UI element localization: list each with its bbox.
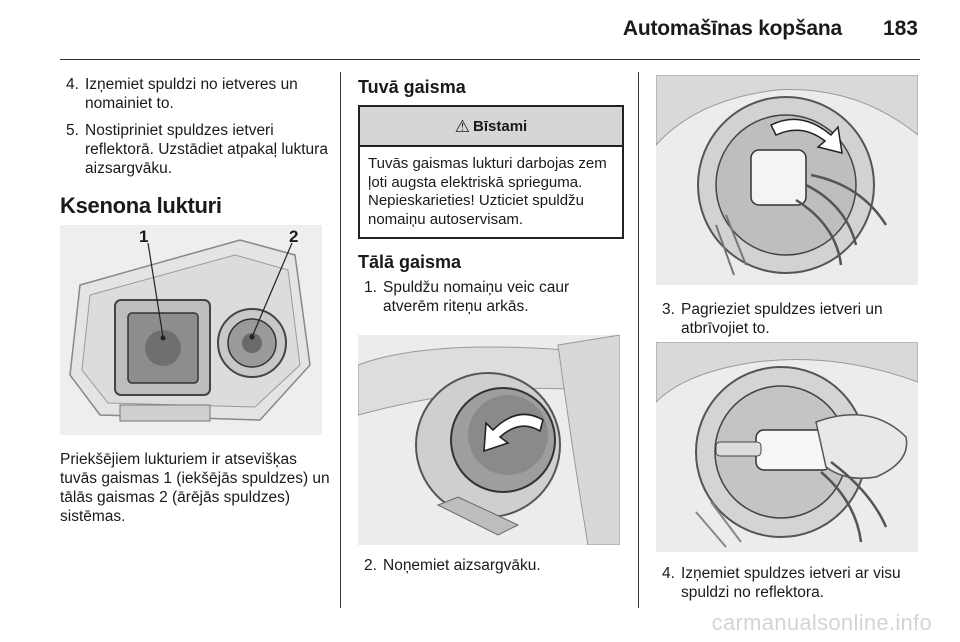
- step-number: 5.: [66, 122, 79, 139]
- right-steps-list: [656, 300, 926, 338]
- step-number: 4.: [66, 76, 79, 93]
- list-item: [60, 75, 330, 113]
- warning-label: Bīstami: [473, 117, 528, 135]
- list-item: [656, 300, 926, 338]
- section-heading-xenon: Ksenona lukturi: [60, 193, 222, 218]
- figure-label-2: 2: [289, 227, 299, 246]
- running-header-title: Automašīnas kopšana: [622, 17, 842, 40]
- right-step-4: [656, 564, 926, 610]
- warning-header: [360, 107, 622, 147]
- right-steps-list-2: [656, 564, 926, 602]
- step-text: Pagrieziet spuldzes ietveri un atbrīvojiet to.: [681, 301, 883, 337]
- xenon-caption: [60, 450, 332, 526]
- step-text: Spuldžu nomaiņu veic caur atverēm riteņu arkās.: [383, 279, 570, 315]
- column-divider-1: [340, 72, 341, 608]
- list-item: [656, 564, 926, 602]
- wheel-arch-cover-illustration: [358, 335, 620, 545]
- left-steps-list: [60, 75, 330, 178]
- list-item: [358, 556, 624, 575]
- step-number: 3.: [662, 301, 675, 318]
- warning-box: [358, 105, 624, 239]
- removal-drawing: [656, 342, 918, 552]
- step-number: 1.: [364, 279, 377, 296]
- figure-label-1: 1: [139, 227, 149, 246]
- column-divider-2: [638, 72, 639, 608]
- middle-column: [358, 78, 624, 324]
- step-text: Izņemiet spuldzes ietveri ar visu spuldzi no reflektora.: [681, 565, 901, 601]
- watermark: carmanualsonline.info: [711, 610, 932, 635]
- bulb-removal-illustration: [656, 342, 918, 552]
- page-number: 183: [882, 17, 918, 40]
- rotate-drawing: [656, 75, 918, 285]
- header-rule: [60, 59, 920, 60]
- middle-steps-list: [358, 278, 624, 316]
- warning-body: Tuvās gaismas lukturi darbojas zem ļoti augsta elektriskā sprieguma. Nepieskarieties! Uzticiet spuldžu nomaiņu autoservisam.: [368, 155, 607, 228]
- step-number: 2.: [364, 557, 377, 574]
- list-item: [60, 121, 330, 178]
- middle-step-2: [358, 556, 624, 583]
- warning-triangle-icon: ⚠: [454, 116, 471, 136]
- right-step-3: [656, 300, 926, 346]
- step-number: 4.: [662, 565, 675, 582]
- middle-steps-list-2: [358, 556, 624, 575]
- section-heading-low-beam: Tuvā gaisma: [358, 77, 466, 97]
- bulb-holder-rotate-illustration: [656, 75, 918, 285]
- cover-drawing: [358, 335, 620, 545]
- step-text: Noņemiet aizsargvāku.: [383, 557, 541, 574]
- xenon-headlamp-illustration: [60, 225, 322, 435]
- left-column: [60, 75, 330, 218]
- caption-text: Priekšējiem lukturiem ir atsevišķas tuvās gaismas 1 (iekšējās spuldzes) un tālās gaismas 2 (ārējās spuldzes) sistēmas.: [60, 451, 330, 525]
- headlamp-drawing: [60, 225, 322, 435]
- list-item: [358, 278, 624, 316]
- section-heading-high-beam: Tālā gaisma: [358, 252, 462, 272]
- step-text: Izņemiet spuldzi no ietveres un nomainiet to.: [85, 76, 298, 112]
- step-text: Nostipriniet spuldzes ietveri reflektorā. Uzstādiet atpakaļ luktura aizsargvāku.: [85, 122, 328, 177]
